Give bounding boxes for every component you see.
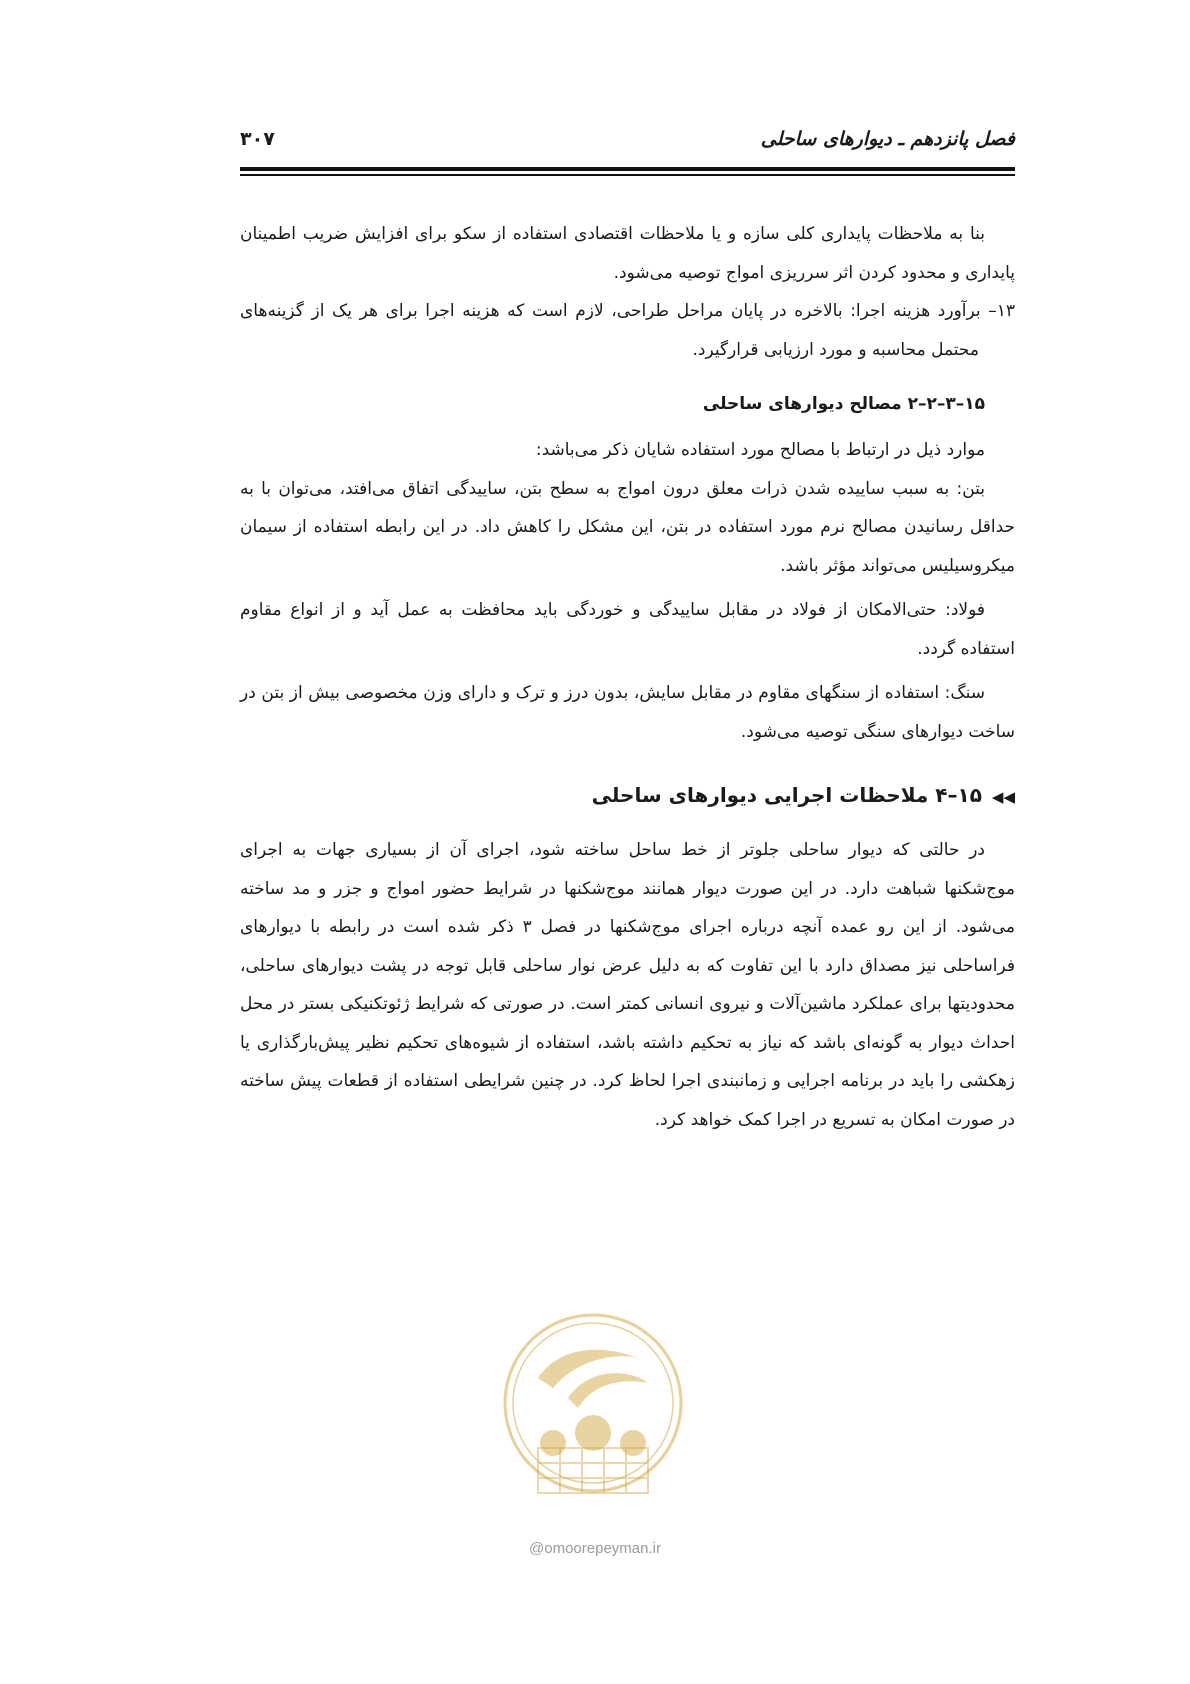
paragraph-stability: بنا به ملاحظات پایداری کلی سازه و یا ملاحظات اقتصادی استفاده از سکو برای افزایش ضریب اطمینان پایداری و محدود کردن اثر سرریزی امواج توصیه می‌شود. [240,224,1015,283]
paragraph-steel: فولاد: حتی‌الامکان از فولاد در مقابل ساییدگی و خوردگی باید محافظت به عمل آید و از انواع مقاوم استفاده گردد. [240,600,1015,659]
header-rule-thick [240,167,1015,171]
list-item-13 [240,292,1015,369]
publisher-logo-icon [498,1308,688,1508]
subsection-heading: ۱۵–۳–۲–۲ مصالح دیوارهای ساحلی [702,394,985,414]
list-item-text: برآورد هزینه اجرا: بالاخره در پایان مراحل طراحی، لازم است که هزینه اجرا برای هر یک از گزینه‌های محتمل محاسبه و مورد ارزیابی قرارگیرد. [240,301,981,360]
body-content [240,215,1015,1139]
paragraph-stone: سنگ: استفاده از سنگهای مقاوم در مقابل سایش، بدون درز و ترک و دارای وزن مخصوصی بیش از بتن در ساخت دیوارهای سنگی توصیه می‌شود. [240,683,1015,742]
paragraph-materials-intro: موارد ذیل در ارتباط با مصالح مورد استفاده شایان ذکر می‌باشد: [535,440,985,460]
publisher-url: @omoorepeyman.ir [529,1540,661,1557]
spacer [240,369,1015,385]
page-header [240,128,1015,162]
section-heading-text: ۱۵–۴ ملاحظات اجرایی دیوارهای ساحلی [591,783,982,807]
spacer [240,751,1015,775]
list-item-number: ۱۳– [988,301,1015,321]
section-heading [240,775,1015,817]
paragraph-execution: در حالتی که دیوار ساحلی جلوتر از خط ساحل ساخته شود، اجرای آن از بسیاری جهات به اجرای موج‌شکنها شباهت دارد. در این صورت دیوار همانند موج‌شکنها در شرایط حضور امواج و جزر و مد ساخته می‌شود. از این رو عمده آنچه درباره اجرای موج‌شکنها در فصل ۳ ذکر شده است در رابطه با دیوارهای فراساحلی نیز مصداق دارد با این تفاوت که به دلیل عرض نوار ساحلی قابل توجه در پشت دیوارهای ساحلی، محدودیتها برای عملکرد ماشین‌آلات و نیروی انسانی کمتر است. در صورتی که شرایط ژئوتکنیکی بستر در محل احداث دیوار به گونه‌ای باشد که نیاز به تحکیم داشته باشد، استفاده از شیوه‌های تحکیم نظیر پیش‌بارگذاری یا زهکشی را باید در برنامه اجرایی و زمانبندی اجرا لحاظ کرد. در چنین شرایطی استفاده از قطعات پیش ساخته در صورت امکان به تسریع در اجرا کمک خواهد کرد. [240,840,1015,1130]
header-rule-thin [240,174,1015,176]
double-arrow-icon: ◀◀ [991,788,1015,806]
chapter-title: فصل پانزدهم ـ دیوارهای ساحلی [760,128,1015,150]
page-number: ۳۰۷ [240,128,275,150]
paragraph-concrete: بتن: به سبب ساییده شدن ذرات معلق درون امواج به سطح بتن، ساییدگی اتفاق می‌افتد، می‌توان با به حداقل رسانیدن مصالح نرم مورد استفاده در بتن، این مشکل را کاهش داد. در این رابطه استفاده از سیمان میکروسیلیس می‌تواند مؤثر باشد. [240,478,1015,576]
